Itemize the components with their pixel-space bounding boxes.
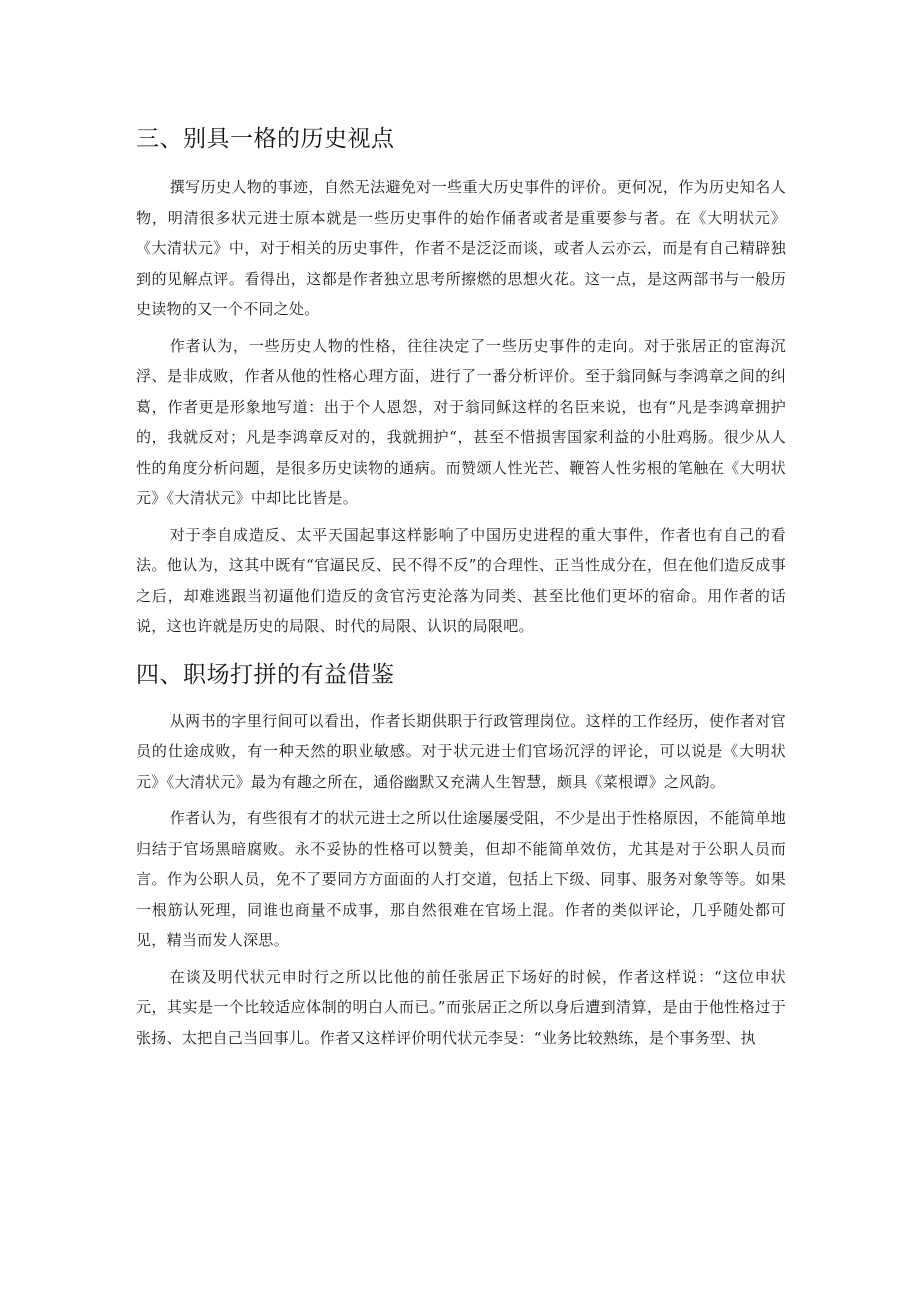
section-4-paragraph-1: 从两书的字里行间可以看出，作者长期供职于行政管理岗位。这样的工作经历，使作者对官员的仕途成败，有一种天然的职业敏感。对于状元进士们官场沉浮的评论，可以说是《大明状元》《大清状元》最为有趣之所在，通俗幽默又充满人生智慧，颇具《菜根谭》之风韵。	[136, 711, 786, 791]
document-page	[136, 112, 786, 1059]
section-4-heading: 四、职场打拼的有益借鉴	[136, 661, 395, 688]
section-3-paragraph-2: 作者认为，一些历史人物的性格，往往决定了一些历史事件的走向。对于张居正的宦海沉浮、是非成败，作者从他的性格心理方面，进行了一番分析评价。至于翁同稣与李鸿章之间的纠葛，作者更是形象地写道：出于个人恩怨，对于翁同稣这样的名臣来说，也有“凡是李鸿章拥护的，我就反对；凡是李鸿章反对的，我就拥护“，甚至不惜损害国家利益的小肚鸡肠。很少从人性的角度分析问题，是很多历史读物的通病。而赞颂人性光芒、鞭笞人性劣根的笔触在《大明状元》《大清状元》中却比比皆是。	[136, 336, 786, 507]
section-3-heading: 三、别具一格的历史视点	[136, 126, 395, 152]
section-4-paragraph-2: 作者认为，有些很有才的状元进士之所以仕途屡屡受阻，不少是出于性格原因，不能简单地归结于官场黑暗腐败。永不妥协的性格可以赞美，但却不能简单效仿，尤其是对于公职人员而言。作为公职人员，免不了要同方方面面的人打交道，包括上下级、同事、服务对象等等。如果一根筋认死理，同谁也商量不成事，那自然很难在官场上混。作者的类似评论，几乎随处都可见，精当而发人深思。	[136, 809, 786, 949]
section-4-paragraph-3: 在谈及明代状元申时行之所以比他的前任张居正下场好的时候，作者这样说：“这位申状元，其实是一个比较适应体制的明白人而已。”而张居正之所以身后遭到清算，是由于他性格过于张扬、太把自己当回事儿。作者又这样评价明代状元李旻：“业务比较熟练，是个事务型、执	[136, 967, 786, 1047]
section-3-paragraph-1: 撰写历史人物的事迹，自然无法避免对一些重大历史事件的评价。更何况，作为历史知名人物，明清很多状元进士原本就是一些历史事件的始作俑者或者是重要参与者。在《大明状元》《大清状元》中，对于相关的历史事件，作者不是泛泛而谈，或者人云亦云，而是有自己精辟独到的见解点评。看得出，这都是作者独立思考所擦燃的思想火花。这一点，是这两部书与一般历史读物的又一个不同之处。	[136, 178, 786, 318]
section-3-paragraph-3: 对于李自成造反、太平天国起事这样影响了中国历史进程的重大事件，作者也有自己的看法。他认为，这其中既有“官逼民反、民不得不反”的合理性、正当性成分在，但在他们造反成事之后，却难逃跟当初逼他们造反的贪官污吏沦落为同类、甚至比他们更坏的宿命。用作者的话说，这也许就是历史的局限、时代的局限、认识的局限吧。	[136, 525, 786, 635]
